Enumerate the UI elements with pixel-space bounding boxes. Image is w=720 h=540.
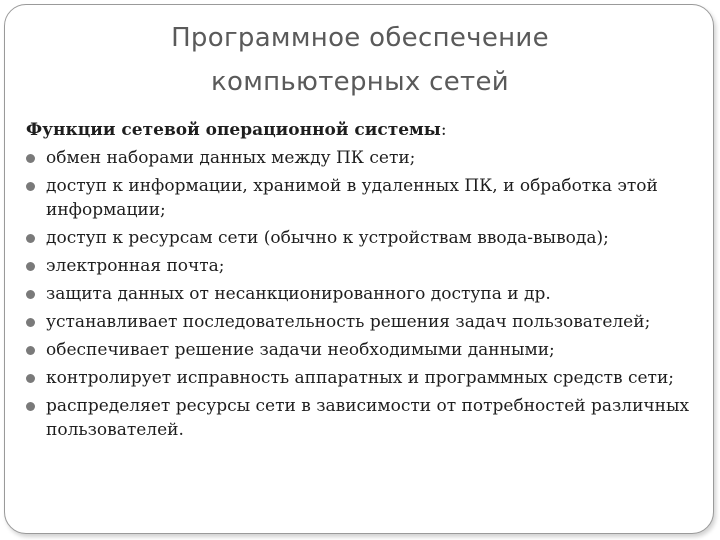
bullet-dot-icon xyxy=(26,262,35,271)
bullet-dot-icon xyxy=(26,318,35,327)
intro-colon: : xyxy=(440,120,447,140)
list-item-text: электронная почта; xyxy=(46,256,225,276)
bullet-dot-icon xyxy=(26,234,35,243)
bullet-list xyxy=(26,146,706,442)
slide-title xyxy=(80,16,640,104)
list-item-text: обмен наборами данных между ПК сети; xyxy=(46,148,416,168)
list-item-text: распределяет ресурсы сети в зависимости от потребностей различных пользователей. xyxy=(46,396,690,440)
list-item-text: обеспечивает решение задачи необходимыми данными; xyxy=(46,340,555,360)
slide-body xyxy=(26,118,706,446)
list-item xyxy=(26,226,706,250)
list-item xyxy=(26,146,706,170)
list-item-text: доступ к информации, хранимой в удаленных ПК, и обработка этой информации; xyxy=(46,176,658,220)
list-item-text: защита данных от несанкционированного доступа и др. xyxy=(46,284,551,304)
bullet-dot-icon xyxy=(26,346,35,355)
intro-line xyxy=(26,118,706,142)
list-item xyxy=(26,366,706,390)
list-item xyxy=(26,282,706,306)
list-item xyxy=(26,254,706,278)
bullet-dot-icon xyxy=(26,290,35,299)
list-item xyxy=(26,174,706,222)
list-item-text: доступ к ресурсам сети (обычно к устройствам ввода-вывода); xyxy=(46,228,609,248)
bullet-dot-icon xyxy=(26,374,35,383)
slide-title-line-2: компьютерных сетей xyxy=(211,67,509,97)
list-item-text: контролирует исправность аппаратных и программных средств сети; xyxy=(46,368,675,388)
bullet-dot-icon xyxy=(26,154,35,163)
intro-label: Функции сетевой операционной системы xyxy=(26,120,441,140)
bullet-dot-icon xyxy=(26,402,35,411)
slide-title-line-1: Программное обеспечение xyxy=(171,23,549,53)
bullet-dot-icon xyxy=(26,182,35,191)
list-item-text: устанавливает последовательность решения задач пользователей; xyxy=(46,312,651,332)
list-item xyxy=(26,310,706,334)
list-item xyxy=(26,338,706,362)
list-item xyxy=(26,394,706,442)
